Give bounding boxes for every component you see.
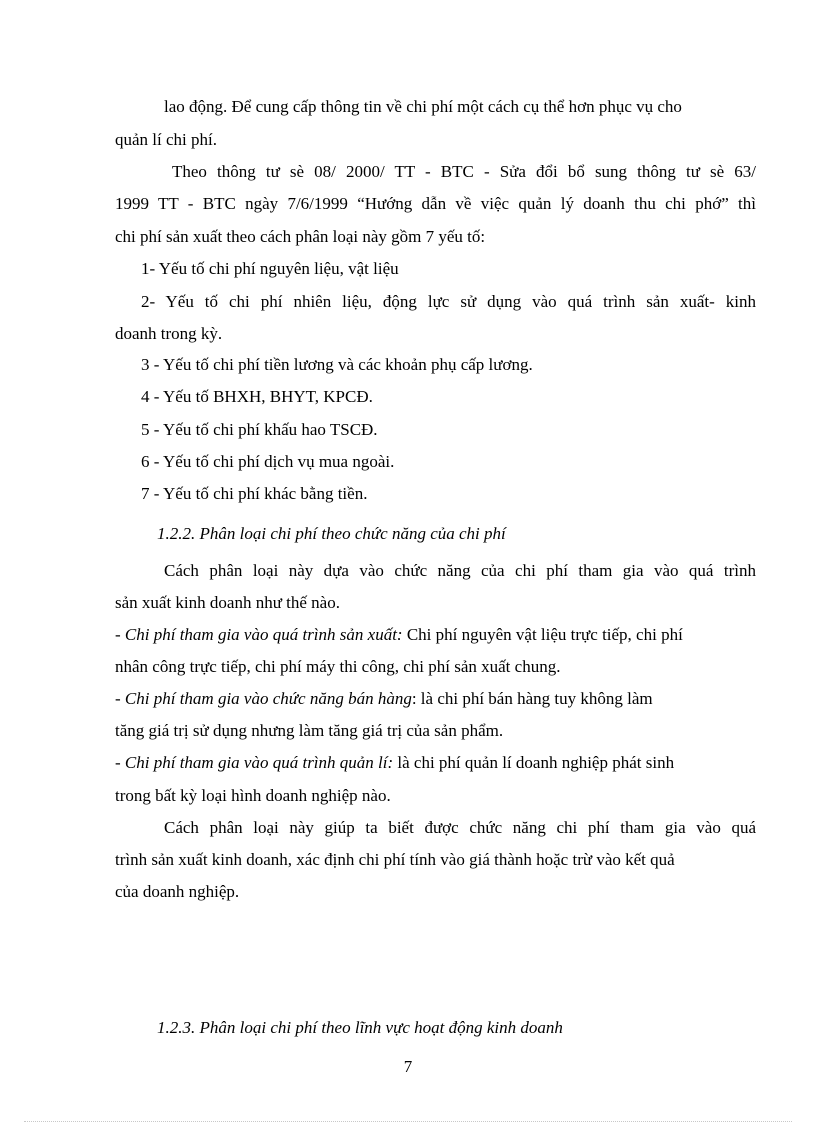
paragraph-line: Theo thông tư sè 08/ 2000/ TT - BTC - Sửa đổi bổ sung thông tư sè 63/ xyxy=(172,162,756,181)
section-heading: 1.2.2. Phân loại chi phí theo chức năng của chi phí xyxy=(157,524,506,543)
list-item: 4 - Yếu tố BHXH, BHYT, KPCĐ. xyxy=(141,387,373,406)
paragraph-line: Cách phân loại này dựa vào chức năng của chi phí tham gia vào quá trình xyxy=(164,561,756,580)
paragraph-line: Cách phân loại này giúp ta biết được chức năng chi phí tham gia vào quá xyxy=(164,818,756,837)
list-item-continuation: doanh trong kỳ. xyxy=(115,324,223,343)
page-bottom-rule xyxy=(24,1121,792,1122)
paragraph-line: của doanh nghiệp. xyxy=(115,882,240,901)
paragraph-line: chi phí sản xuất theo cách phân loại này gồm 7 yếu tố: xyxy=(115,227,486,246)
bullet-continuation: tăng giá trị sử dụng nhưng làm tăng giá trị của sản phẩm. xyxy=(115,721,504,740)
bullet-text: : là chi phí bán hàng tuy không làm xyxy=(411,689,653,708)
list-item: 6 - Yếu tố chi phí dịch vụ mua ngoài. xyxy=(141,452,395,471)
bullet-text: Chi phí nguyên vật liệu trực tiếp, chi phí xyxy=(402,625,683,644)
bullet-line xyxy=(115,688,756,710)
paragraph-line: trình sản xuất kinh doanh, xác định chi phí tính vào giá thành hoặc trừ vào kết quả xyxy=(115,850,675,869)
bullet-label: - Chi phí tham gia vào quá trình sản xuất: xyxy=(115,625,403,644)
paragraph-line: lao động. Để cung cấp thông tin về chi phí một cách cụ thể hơn phục vụ cho xyxy=(164,97,682,116)
section-heading: 1.2.3. Phân loại chi phí theo lĩnh vực hoạt động kinh doanh xyxy=(157,1018,563,1037)
bullet-continuation: trong bất kỳ loại hình doanh nghiệp nào. xyxy=(115,786,391,805)
list-item: 5 - Yếu tố chi phí khấu hao TSCĐ. xyxy=(141,420,378,439)
bullet-label: - Chi phí tham gia vào quá trình quản lí: xyxy=(115,753,394,772)
list-item: 3 - Yếu tố chi phí tiền lương và các khoản phụ cấp lương. xyxy=(141,355,533,374)
bullet-line xyxy=(115,752,756,774)
bullet-continuation: nhân công trực tiếp, chi phí máy thi công, chi phí sản xuất chung. xyxy=(115,657,561,676)
list-item: 1- Yếu tố chi phí nguyên liệu, vật liệu xyxy=(141,259,399,278)
bullet-label: - Chi phí tham gia vào chức năng bán hàng xyxy=(115,689,412,708)
paragraph-line: 1999 TT - BTC ngày 7/6/1999 “Hướng dẫn về việc quản lý doanh thu chi phớ” thì xyxy=(115,194,756,213)
paragraph-line: quản lí chi phí. xyxy=(115,130,217,149)
paragraph-line: sản xuất kinh doanh như thế nào. xyxy=(115,593,340,612)
list-item: 7 - Yếu tố chi phí khác bằng tiền. xyxy=(141,484,368,503)
bullet-text: là chi phí quản lí doanh nghiệp phát sinh xyxy=(393,753,675,772)
page-number: 7 xyxy=(403,1057,413,1076)
list-item: 2- Yếu tố chi phí nhiên liệu, động lực sử dụng vào quá trình sản xuất- kinh xyxy=(141,292,756,311)
bullet-line xyxy=(115,624,756,646)
